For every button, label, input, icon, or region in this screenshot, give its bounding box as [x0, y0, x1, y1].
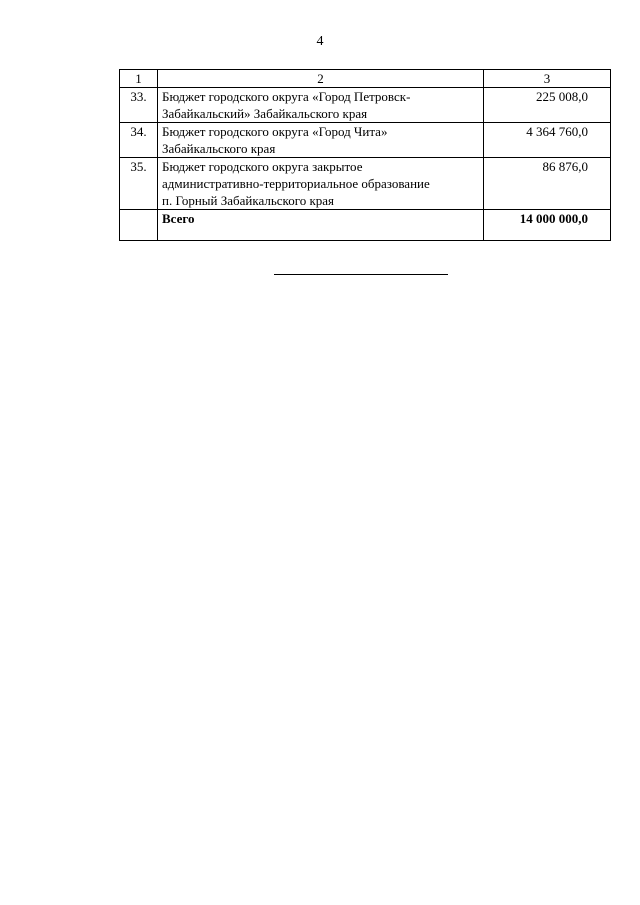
total-amount: 14 000 000,0 — [484, 210, 611, 241]
row-amount: 86 876,0 — [484, 158, 611, 210]
page-number: 4 — [316, 34, 324, 49]
table-row — [120, 158, 611, 210]
row-name-line: Бюджет городского округа «Город Петровск- — [162, 89, 411, 104]
row-amount: 225 008,0 — [484, 88, 611, 123]
row-number: 33. — [120, 88, 158, 123]
row-number: 35. — [120, 158, 158, 210]
column-header-3: 3 — [484, 70, 611, 88]
row-number: 34. — [120, 123, 158, 158]
table-row — [120, 123, 611, 158]
row-name — [158, 123, 484, 158]
row-name-line: административно-территориальное образование — [162, 176, 430, 191]
total-row — [120, 210, 611, 241]
table-row — [120, 88, 611, 123]
column-header-2: 2 — [158, 70, 484, 88]
row-name — [158, 88, 484, 123]
row-name-line: Забайкальского края — [162, 141, 276, 156]
signature-divider — [274, 274, 448, 275]
table-header-row — [120, 70, 611, 88]
budget-distribution-table — [119, 69, 611, 241]
row-name-line: Бюджет городского округа «Город Чита» — [162, 124, 388, 139]
row-name-line: Забайкальский» Забайкальского края — [162, 106, 368, 121]
row-name-line: Бюджет городского округа закрытое — [162, 159, 363, 174]
column-header-1: 1 — [120, 70, 158, 88]
row-name-line: п. Горный Забайкальского края — [162, 193, 335, 208]
total-number-cell — [120, 210, 158, 241]
row-amount: 4 364 760,0 — [484, 123, 611, 158]
total-label: Всего — [158, 210, 484, 241]
row-name — [158, 158, 484, 210]
